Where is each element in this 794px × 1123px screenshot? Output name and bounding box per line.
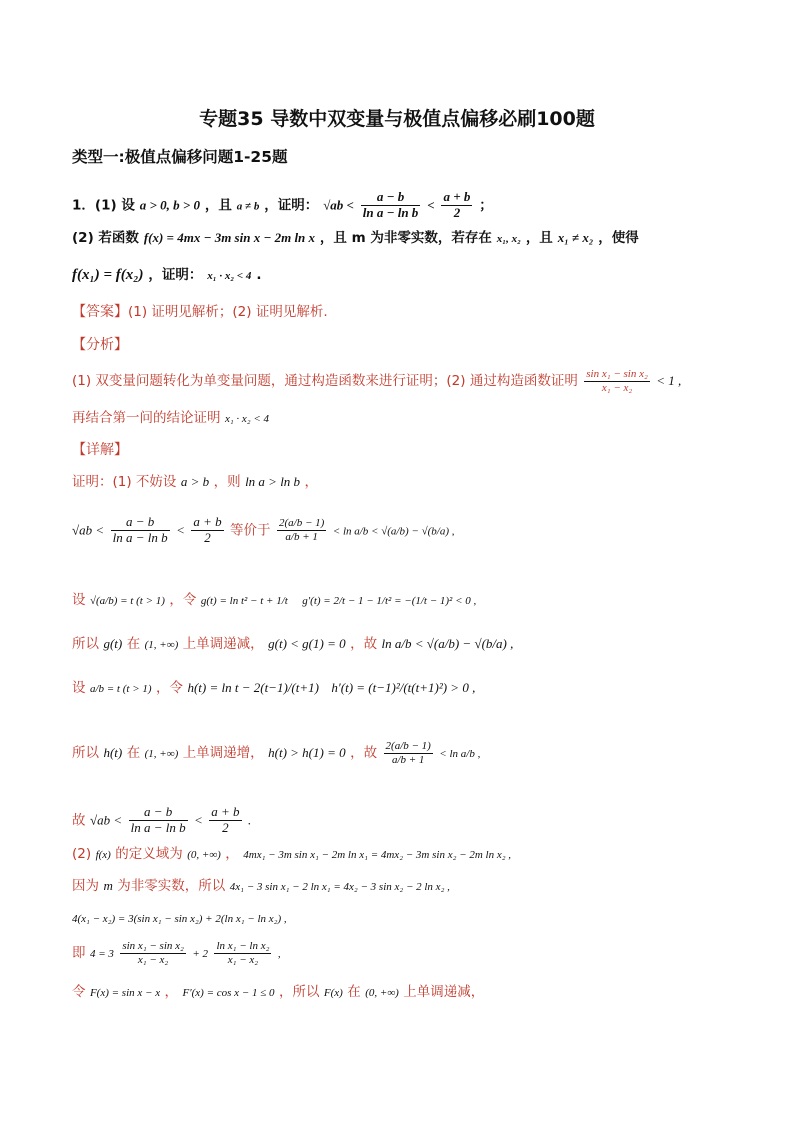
p2-prove: ，证明： bbox=[148, 267, 203, 283]
answer-text: (1) 证明见解析；(2) 证明见解析. bbox=[128, 304, 328, 320]
d6-frac-den: a/b + 1 bbox=[391, 753, 425, 766]
d12-m1: F(x) = sin x − x bbox=[89, 987, 161, 999]
d9-m: m bbox=[103, 878, 113, 893]
analysis-text2: 再结合第一问的结论证明 bbox=[72, 410, 221, 426]
d10-m: 4(x₁ − x₂) = 3(sin x₁ − sin x₂) + 2(ln x₁ − ln x₂) , bbox=[72, 913, 287, 925]
d11-end: , bbox=[277, 948, 281, 961]
detail-tag: 【详解】 bbox=[72, 442, 128, 458]
d4-a: 所以 bbox=[72, 636, 99, 652]
detail-line9 bbox=[72, 878, 746, 896]
d12-m2: F′(x) = cos x − 1 ≤ 0 bbox=[182, 987, 275, 999]
analysis-tag-line bbox=[72, 337, 746, 355]
p2-equation: f(x₁) = f(x₂) bbox=[72, 267, 144, 283]
detail-line5 bbox=[72, 680, 746, 698]
d3-m2: g(t) = ln t² − t + 1/t bbox=[200, 595, 288, 607]
d11-a: 即 bbox=[72, 945, 86, 962]
d1-m2: ln a > ln b bbox=[245, 474, 301, 489]
analysis-line2 bbox=[72, 410, 746, 428]
d11-frac1 bbox=[120, 940, 186, 966]
analysis-tag: 【分析】 bbox=[72, 337, 128, 353]
p2-text: ，且 m 为非零实数，若存在 bbox=[319, 230, 492, 246]
aneb-math: a ≠ b bbox=[236, 200, 260, 213]
d12-d: 在 bbox=[347, 984, 361, 1000]
d6-c: 上单调递增， bbox=[182, 745, 264, 762]
d6-m2: (1, +∞) bbox=[144, 748, 179, 761]
frac1-num: a − b bbox=[361, 190, 421, 206]
d6-m3: h(t) > h(1) = 0 bbox=[268, 745, 346, 761]
d5-m2: h(t) = ln t − 2(t−1)/(t+1) bbox=[187, 680, 319, 695]
and-text: ，且 bbox=[204, 197, 232, 214]
frac2-num: a + b bbox=[443, 189, 471, 204]
lt-sign: < bbox=[427, 197, 435, 213]
d6-a: 所以 bbox=[72, 745, 99, 762]
d3-m3: g′(t) = 2/t − 1 − 1/t² = −(1/t − 1)² < 0 , bbox=[302, 595, 477, 607]
d6-frac bbox=[384, 740, 433, 766]
d4-m3: g(t) < g(1) = 0 bbox=[268, 636, 346, 651]
answer-line bbox=[72, 304, 746, 322]
d12-e: 上单调递减， bbox=[403, 984, 485, 1000]
d7-frac2-num: a + b bbox=[211, 804, 240, 819]
detail-line7 bbox=[72, 805, 746, 836]
problem-part2 bbox=[72, 230, 746, 248]
d8-m3: 4mx₁ − 3m sin x₁ − 2m ln x₁ = 4mx₂ − 3m sin x₂ − 2m ln x₂ , bbox=[243, 849, 512, 861]
detail-line6 bbox=[72, 740, 746, 766]
analysis-text1: (1) 双变量问题转化为单变量问题，通过构造函数来进行证明；(2) 通过构造函数证明 bbox=[72, 373, 578, 390]
d8-c: ， bbox=[225, 846, 239, 862]
d2-frac1-num: a − b bbox=[111, 515, 170, 531]
d11-f1n: sin x₁ − sin x₂ bbox=[122, 940, 184, 952]
d2-frac3-den: a/b + 1 bbox=[285, 530, 318, 543]
detail-line10 bbox=[72, 910, 746, 928]
d11-f2n: ln x₁ − ln x₂ bbox=[216, 940, 270, 952]
d6-frac-num: 2(a/b − 1) bbox=[385, 740, 431, 752]
d5-m3: h′(t) = (t−1)²/(t(t+1)²) > 0 , bbox=[331, 680, 476, 695]
d8-m2: (0, +∞) bbox=[187, 849, 221, 861]
d8-b: 的定义域为 bbox=[115, 846, 183, 862]
d11-f1d: x₁ − x₂ bbox=[137, 953, 169, 966]
d11-plus: + 2 bbox=[192, 948, 208, 961]
analysis-line1 bbox=[72, 368, 746, 394]
d8-m1: f(x) bbox=[95, 849, 111, 861]
section-heading: 类型一:极值点偏移问题1-25题 bbox=[72, 148, 288, 166]
analysis-lt1: < 1 , bbox=[656, 373, 682, 389]
p2-label: (2) 若函数 bbox=[72, 230, 139, 246]
d4-m4: ln a/b < √(a/b) − √(b/a) , bbox=[381, 636, 514, 651]
detail-line1 bbox=[72, 474, 746, 492]
analysis-frac-den: x₁ − x₂ bbox=[601, 381, 633, 394]
d8-a: (2) bbox=[72, 846, 92, 862]
p2-vars: x₁, x₂ bbox=[496, 233, 521, 245]
d4-m2: (1, +∞) bbox=[144, 639, 179, 651]
d7-frac1-num: a − b bbox=[129, 805, 188, 821]
fraction-arith-mean bbox=[441, 190, 472, 221]
d1-text: 证明：(1) 不妨设 bbox=[72, 474, 177, 490]
detail-line4 bbox=[72, 636, 746, 654]
page-title: 专题35 导数中双变量与极值点偏移必刷100题 bbox=[199, 108, 595, 130]
d5-m1: a/b = t (t > 1) bbox=[89, 683, 152, 695]
d1-end: ， bbox=[304, 474, 319, 490]
d2-frac2 bbox=[191, 515, 223, 546]
d7-frac1-den: ln a − ln b bbox=[130, 819, 186, 835]
d12-b: ， bbox=[164, 984, 179, 1000]
d11-frac2 bbox=[214, 940, 271, 966]
d2-sqrt: √ab < bbox=[72, 522, 105, 538]
d7-frac2-den: 2 bbox=[222, 819, 229, 835]
d4-b: 在 bbox=[126, 636, 141, 652]
fraction-log-mean bbox=[361, 190, 421, 221]
d7-gu: 故 bbox=[72, 812, 86, 829]
d2-frac3-num: 2(a/b − 1) bbox=[279, 517, 325, 530]
d5-ling: ，令 bbox=[156, 680, 183, 696]
detail-line8 bbox=[72, 846, 746, 864]
analysis-frac-num: sin x₁ − sin x₂ bbox=[586, 368, 648, 380]
d7-end: . bbox=[248, 812, 252, 828]
p2-and: ，且 bbox=[525, 230, 553, 246]
d2-frac1-den: ln a − ln b bbox=[112, 529, 168, 545]
d9-a: 因为 bbox=[72, 878, 99, 894]
d1-m1: a > b bbox=[180, 474, 210, 489]
d5-set: 设 bbox=[72, 680, 86, 696]
d2-frac3 bbox=[277, 517, 326, 543]
d6-b: 在 bbox=[126, 745, 141, 762]
d2-equiv: 等价于 bbox=[230, 522, 271, 539]
frac1-den: ln a − ln b bbox=[362, 204, 419, 220]
d12-m4: (0, +∞) bbox=[365, 987, 399, 999]
detail-line12 bbox=[72, 984, 746, 1002]
cond-math: a > 0, b > 0 bbox=[139, 197, 201, 213]
problem-number: 1．(1) 设 bbox=[72, 197, 135, 214]
d11-m1: 4 = 3 bbox=[89, 948, 114, 961]
answer-tag: 【答案】 bbox=[72, 304, 128, 320]
d6-d: ，故 bbox=[350, 745, 378, 762]
d6-m4: < ln a/b , bbox=[439, 748, 481, 761]
p2-neq: x₁ ≠ x₂ bbox=[557, 230, 594, 245]
prove-text: ，证明： bbox=[264, 197, 319, 214]
problem-part1 bbox=[72, 190, 746, 221]
analysis-fraction bbox=[584, 368, 650, 394]
p2-end: . bbox=[256, 267, 262, 283]
d2-rest: < ln a/b < √(a/b) − √(b/a) , bbox=[332, 525, 455, 538]
ineq-left: √ab < bbox=[323, 197, 354, 213]
d9-m2: 4x₁ − 3 sin x₁ − 2 ln x₁ = 4x₂ − 3 sin x₂ − 2 ln x₂ , bbox=[229, 881, 450, 893]
p2-make: ，使得 bbox=[598, 230, 639, 246]
d6-m1: h(t) bbox=[103, 745, 123, 761]
d7-lt: < bbox=[194, 812, 203, 828]
d3-set: 设 bbox=[72, 592, 86, 608]
detail-line2 bbox=[72, 515, 746, 546]
d7-frac1 bbox=[129, 805, 188, 836]
d3-ling: ，令 bbox=[169, 592, 197, 608]
frac2-den: 2 bbox=[453, 204, 461, 220]
d4-c: 上单调递减， bbox=[182, 636, 264, 652]
analysis-goal: x₁ · x₂ < 4 bbox=[224, 413, 270, 425]
d12-m3: F(x) bbox=[323, 987, 343, 999]
d12-a: 令 bbox=[72, 984, 86, 1000]
end-mark: ； bbox=[479, 197, 493, 214]
d2-frac1 bbox=[111, 515, 170, 546]
d4-m1: g(t) bbox=[103, 636, 123, 651]
problem-part2-cont bbox=[72, 266, 746, 285]
d12-c: ，所以 bbox=[278, 984, 320, 1000]
d9-b: 为非零实数，所以 bbox=[117, 878, 226, 894]
d2-frac2-num: a + b bbox=[193, 514, 222, 529]
d2-lt: < bbox=[176, 522, 185, 538]
d1-t2: ，则 bbox=[213, 474, 241, 490]
d3-m1: √(a/b) = t (t > 1) bbox=[89, 595, 165, 607]
detail-tag-line bbox=[72, 442, 746, 460]
d4-d: ，故 bbox=[350, 636, 378, 652]
d2-frac2-den: 2 bbox=[204, 529, 211, 545]
p2-function: f(x) = 4mx − 3m sin x − 2m ln x bbox=[143, 230, 316, 245]
d11-f2d: x₁ − x₂ bbox=[227, 953, 259, 966]
d7-sqrt: √ab < bbox=[89, 812, 123, 828]
detail-line11 bbox=[72, 940, 746, 966]
p2-goal: x₁ · x₂ < 4 bbox=[207, 270, 252, 282]
d7-frac2 bbox=[209, 805, 241, 836]
detail-line3 bbox=[72, 592, 746, 610]
